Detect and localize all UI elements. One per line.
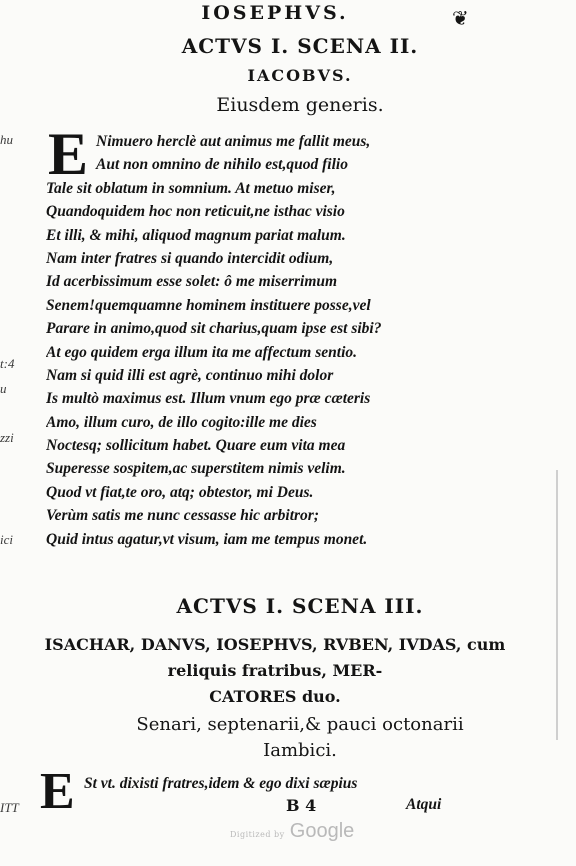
signature-mark: B 4 [286, 796, 317, 815]
drop-cap: E [40, 763, 75, 820]
verse-line: St vt. dixisti fratres,idem & ego dixi sæpius [84, 775, 358, 792]
verse-block [46, 130, 566, 551]
scene-title: ACTVS I. SCENA III. [176, 594, 424, 618]
verse-line: Quandoquidem hoc non reticuit,ne isthac visio [46, 203, 345, 221]
verse-line: Nam si quid illi est agrè, continuo mihi dolor [46, 366, 334, 384]
page-edge-line [556, 470, 558, 740]
margin-fragment: ici [0, 532, 13, 547]
catchword: Atqui [406, 796, 442, 813]
watermark-prefix: Digitized by [230, 830, 285, 839]
verse-line: At ego quidem erga illum ita me affectum sentio. [46, 343, 357, 361]
meter-line: Senari, septenarii,& pauci octonarii [136, 714, 464, 735]
verse-line: Superesse sospitem,ac superstitem nimis velim. [46, 460, 346, 478]
verse-line: Nam inter fratres si quando intercidit odium, [46, 249, 334, 267]
verse-line: Id acerbissimum esse solet: ô me miserrimum [46, 273, 338, 291]
margin-fragment: zzi [0, 430, 14, 445]
verse-line: Is multò maximus est. Illum vnum ego præ cæteris [46, 390, 371, 408]
drop-cap: E [48, 121, 89, 187]
scene-title: ACTVS I. SCENA II. [181, 34, 419, 58]
verse-line: Parare in animo,quod sit charius,quam ipse est sibi? [46, 320, 382, 338]
verse-line: Amo, illum curo, de illo cogito:ille me dies [46, 413, 317, 431]
verse-line: Senem!quemquamne hominem instituere posse,vel [46, 296, 371, 314]
ornament-icon: ❦ [452, 6, 469, 30]
verse-line: Et illi, & mihi, aliquod magnum pariat malum. [46, 226, 346, 244]
margin-fragment: u [0, 381, 7, 396]
margin-fragment: hu [0, 132, 13, 147]
verse-line: Quid intus agatur,vt visum, iam me tempus monet. [46, 530, 368, 548]
speaker-name: IACOBVS. [247, 66, 353, 85]
watermark-logo: Google [289, 820, 355, 842]
verse-line: Tale sit oblatum in somnium. At metuo miser, [46, 179, 336, 197]
meter-line: Iambici. [263, 740, 337, 761]
verse-line: Nimuero herclè aut animus me fallit meus, [96, 133, 371, 150]
cast-list [40, 632, 510, 710]
meter-note: Eiusdem generis. [216, 94, 384, 116]
cast-line: ISACHAR, DANVS, IOSEPHVS, RVBEN, IVDAS, cum reliquis fratribus, MER- [44, 635, 506, 680]
margin-fragment: t:4 [0, 356, 15, 371]
verse-line: Verùm satis me nunc cessasse hic arbitror; [46, 507, 320, 525]
margin-fragment: ITT [0, 800, 19, 815]
google-watermark [230, 820, 354, 843]
verse-line: Noctesq; sollicitum habet. Quare eum vita mea [46, 437, 346, 455]
running-head: IOSEPHVS. [201, 2, 349, 24]
verse-line: Aut non omnino de nihilo est,quod filio [96, 156, 348, 174]
cast-line: CATORES duo. [209, 687, 341, 706]
meter-note [90, 712, 510, 764]
verse-line: Quod vt fiat,te oro, atq; obtestor, mi Deus. [46, 483, 314, 501]
